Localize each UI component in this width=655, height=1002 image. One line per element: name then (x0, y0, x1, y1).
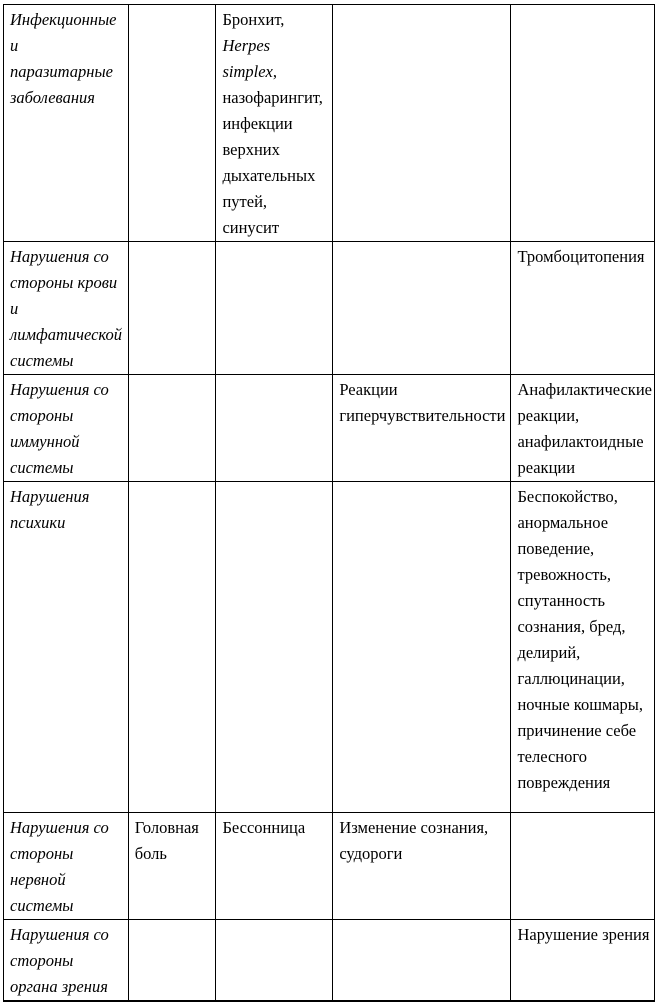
table-cell-eye-disorders-col1 (4, 920, 129, 1002)
table-row-psychiatric (4, 482, 655, 813)
adverse-reactions-table (3, 4, 655, 1002)
table-cell-eye-disorders-col2 (128, 920, 216, 1002)
table-cell-eye-disorders-col4 (333, 920, 511, 1002)
table-cell-infections-col2 (128, 5, 216, 242)
table-cell-eye-disorders-col5 (511, 920, 655, 1002)
table-cell-eye-disorders-col3 (216, 920, 333, 1002)
table-cell-infections-col1 (4, 5, 129, 242)
cell-text: Реакции гиперчувствительности (339, 380, 506, 425)
table-cell-blood-lymphatic-system-col3 (216, 242, 333, 375)
cell-text: , назофарингит, инфекции верхних дыхательных путей, синусит (222, 62, 323, 237)
table-cell-psychiatric-col5 (511, 482, 655, 813)
table-cell-immune-system-col4 (333, 375, 511, 482)
table-cell-immune-system-col1 (4, 375, 129, 482)
table-cell-psychiatric-col4 (333, 482, 511, 813)
cell-text: Тромбоцитопения (517, 247, 645, 266)
cell-text-italic: Инфекционные и паразитарные заболевания (10, 10, 117, 107)
cell-text: Изменение сознания, судороги (339, 818, 489, 863)
cell-text: Бессонница (222, 818, 306, 837)
table-cell-psychiatric-col1 (4, 482, 129, 813)
table-cell-nervous-system-col5 (511, 813, 655, 920)
table-cell-immune-system-col2 (128, 375, 216, 482)
table-cell-psychiatric-col2 (128, 482, 216, 813)
table-body (4, 5, 655, 1002)
table-cell-nervous-system-col3 (216, 813, 333, 920)
table-cell-blood-lymphatic-system-col4 (333, 242, 511, 375)
cell-text-italic: Нарушения психики (10, 487, 90, 532)
cell-text-italic: Нарушения со стороны иммунной системы (10, 380, 109, 477)
document-page (0, 4, 655, 996)
cell-text: Беспокойство, анормальное поведение, тревожность, спутанность сознания, бред, делирий, галлюцинации, ночные кошмары, причинение себе телесного повреждения (517, 487, 644, 792)
cell-text-italic: Нарушения со стороны нервной системы (10, 818, 109, 915)
table-row-infections (4, 5, 655, 242)
cell-text-italic: Нарушения со стороны крови и лимфатической системы (10, 247, 122, 370)
table-cell-psychiatric-col3 (216, 482, 333, 813)
cell-text: Бронхит, (222, 10, 285, 29)
table-cell-infections-col4 (333, 5, 511, 242)
table-cell-immune-system-col5 (511, 375, 655, 482)
table-row-blood-lymphatic-system (4, 242, 655, 375)
table-cell-nervous-system-col2 (128, 813, 216, 920)
table-row-eye-disorders (4, 920, 655, 1002)
table-cell-immune-system-col3 (216, 375, 333, 482)
cell-text: Нарушение зрения (517, 925, 650, 944)
cell-text-italic: Herpes simplex (222, 36, 273, 81)
table-cell-blood-lymphatic-system-col1 (4, 242, 129, 375)
table-row-nervous-system (4, 813, 655, 920)
cell-text: Анафилактические реакции, анафилактоидные реакции (517, 380, 652, 477)
table-cell-infections-col5 (511, 5, 655, 242)
table-cell-blood-lymphatic-system-col5 (511, 242, 655, 375)
table-cell-infections-col3 (216, 5, 333, 242)
cell-text-italic: Нарушения со стороны органа зрения (10, 925, 109, 996)
table-cell-blood-lymphatic-system-col2 (128, 242, 216, 375)
cell-text: Головная боль (134, 818, 199, 863)
table-row-immune-system (4, 375, 655, 482)
table-cell-nervous-system-col1 (4, 813, 129, 920)
table-cell-nervous-system-col4 (333, 813, 511, 920)
